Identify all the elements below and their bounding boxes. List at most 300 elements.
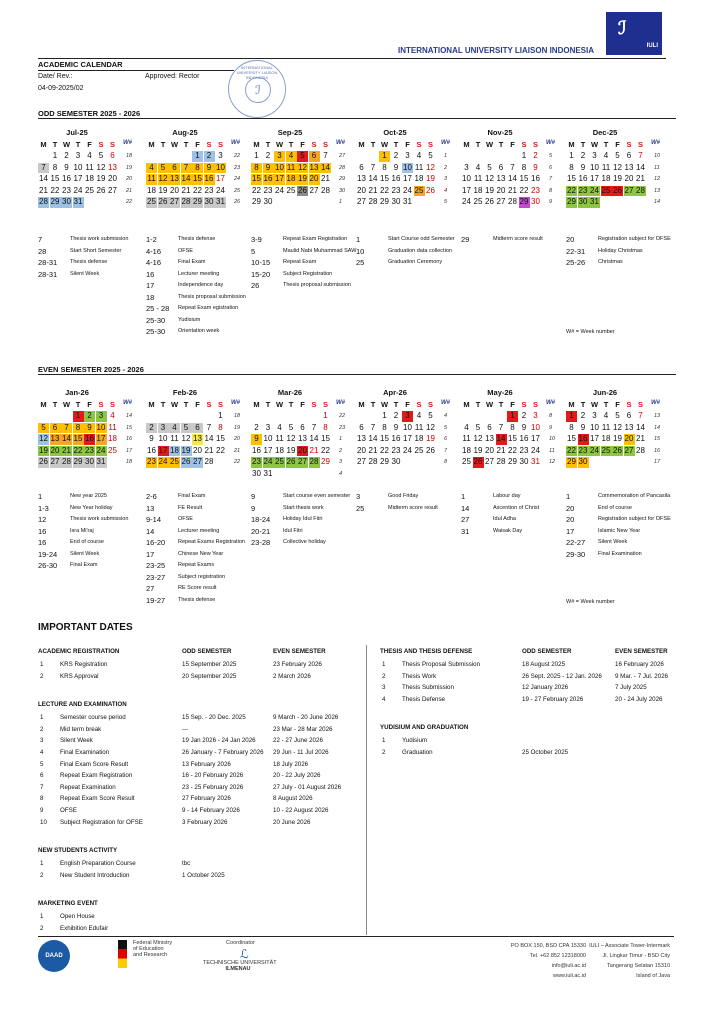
week-number: 6 xyxy=(444,436,448,442)
day-cell: 24 xyxy=(96,445,106,455)
day-cell: 20 xyxy=(357,185,366,195)
day-cell: 1 xyxy=(379,151,390,162)
tu-line: ILMENAU xyxy=(225,966,251,972)
day-cell: 18 xyxy=(414,174,424,183)
week-number: 1 xyxy=(339,436,343,442)
important-cell: 9 - 14 February 2026 xyxy=(182,807,240,814)
day-cell: 17 xyxy=(275,174,284,183)
event-label: Christmas xyxy=(598,259,623,265)
event-date: 1-3 xyxy=(38,503,49,513)
day-cell: 29 xyxy=(380,457,389,466)
day-cell: 28 xyxy=(496,457,506,466)
important-cell: 1 xyxy=(40,860,44,868)
week-number: 11 xyxy=(654,164,660,171)
event-label: Start Course odd Semester xyxy=(388,236,455,242)
day-cell: 5 xyxy=(428,151,433,160)
day-cell: 18 xyxy=(108,434,117,443)
day-cell: 24 xyxy=(275,185,284,195)
week-number-header: W# xyxy=(123,400,132,406)
weekday-header: F xyxy=(405,400,410,409)
day-cell: 14 xyxy=(321,162,330,172)
day-cell xyxy=(368,411,379,422)
event-date: 23-28 xyxy=(251,538,271,547)
section-title: NEW STUDENTS ACTIVITY xyxy=(38,847,118,855)
day-cell: 16 xyxy=(252,445,261,455)
day-cell xyxy=(38,151,49,162)
important-cell: 2 xyxy=(40,725,44,733)
weekday-header: S xyxy=(427,140,433,149)
month-title: Sep-25 xyxy=(277,128,303,137)
event-label: Thesis defense xyxy=(178,596,216,603)
event-label: Waisak Day xyxy=(493,527,523,534)
day-cell: 15 xyxy=(321,434,330,443)
day-cell: 14 xyxy=(39,174,48,183)
day-cell: 11 xyxy=(85,162,94,172)
important-cell: English Preparation Course xyxy=(60,860,136,868)
day-cell: 6 xyxy=(626,151,632,160)
day-cell xyxy=(251,411,262,422)
event-label: Chinese New Year xyxy=(178,550,224,557)
day-cell: 27 xyxy=(309,185,319,195)
weekday-header: S xyxy=(532,140,538,149)
day-cell: 28 xyxy=(309,457,319,466)
week-number: 29 xyxy=(339,176,346,182)
weekday-header: T xyxy=(265,140,271,149)
day-cell xyxy=(624,457,635,468)
day-cell: 11 xyxy=(147,174,156,183)
important-cell: 15 Sep. - 20 Dec. 2025 xyxy=(182,714,246,722)
day-cell: 21 xyxy=(636,434,645,443)
day-cell: 23 xyxy=(147,457,156,466)
weekday-header: S xyxy=(416,400,422,409)
weekday-header: T xyxy=(475,400,481,409)
important-cell: 4 xyxy=(40,749,44,756)
day-cell: 19 xyxy=(426,434,435,443)
day-cell: 25 xyxy=(473,197,483,206)
day-cell: 31 xyxy=(73,197,83,206)
day-cell: 28 xyxy=(636,185,645,195)
day-cell: 7 xyxy=(206,422,212,432)
day-cell: 14 xyxy=(368,174,378,183)
day-cell: 19 xyxy=(39,445,48,455)
day-cell: 25 xyxy=(85,185,94,195)
weekday-header: W xyxy=(62,400,71,409)
day-cell: 2 xyxy=(580,151,586,160)
day-cell: 28 xyxy=(62,457,71,466)
day-cell: 21 xyxy=(368,445,378,455)
even-semester-header: EVEN SEMESTER xyxy=(615,648,668,655)
event-label: Holiday Christmas xyxy=(598,247,643,254)
important-cell: KRS Approval xyxy=(60,672,99,680)
header-rule xyxy=(38,58,666,59)
day-cell: 28 xyxy=(508,197,517,206)
weekday-header: W xyxy=(485,140,494,149)
date-rev-label: Date/ Rev.: xyxy=(38,73,73,80)
address-line: IULI – Associate Tower-Intermark xyxy=(589,943,670,949)
section-title: THESIS AND THESIS DEFENSE xyxy=(380,648,473,655)
day-cell: 2 xyxy=(533,151,538,160)
day-cell: 4 xyxy=(416,411,422,420)
day-cell xyxy=(274,197,285,208)
day-cell: 9 xyxy=(251,434,262,445)
day-cell xyxy=(484,411,495,422)
day-cell: 13 xyxy=(298,434,307,443)
week-number: 4 xyxy=(444,187,448,194)
week-number: 1 xyxy=(339,199,343,205)
day-cell: 17 xyxy=(531,434,540,443)
day-cell: 2 xyxy=(265,151,271,160)
day-cell: 5 xyxy=(428,411,433,420)
week-number: 16 xyxy=(126,436,133,442)
week-number: 22 xyxy=(234,459,241,465)
tu-ilmenau-icon: ℒ xyxy=(240,947,249,961)
day-cell: 23 xyxy=(578,185,588,195)
event-label: Idul Fitri xyxy=(283,527,303,534)
day-cell xyxy=(158,411,169,422)
weekday-header: W xyxy=(62,140,71,149)
day-cell: 5 xyxy=(98,151,104,160)
day-cell: 11 xyxy=(462,434,471,443)
day-cell: 28 xyxy=(321,185,330,195)
day-cell: 14 xyxy=(368,434,378,443)
day-cell xyxy=(61,411,72,422)
day-cell: 8 xyxy=(192,163,203,174)
day-cell: 10 xyxy=(158,434,168,443)
event-date: 16-20 xyxy=(146,538,166,547)
weekday-header: S xyxy=(217,140,223,149)
day-cell: 25 xyxy=(601,445,611,455)
weekday-header: W xyxy=(590,140,599,149)
weekday-header: F xyxy=(300,140,305,149)
day-cell: 6 xyxy=(110,151,115,160)
event-label: End of course xyxy=(598,504,632,511)
weekday-header: S xyxy=(427,400,433,409)
weekday-header: F xyxy=(615,140,620,149)
event-label: Islamic New Year xyxy=(598,527,641,534)
event-date: 5 xyxy=(251,246,256,256)
month-title: Mar-26 xyxy=(277,388,303,397)
weekday-header: W xyxy=(275,400,284,409)
important-cell: Silent Week xyxy=(60,737,93,745)
day-cell: 3 xyxy=(96,411,107,422)
day-cell: 12 xyxy=(473,434,483,443)
week-number: 21 xyxy=(234,447,241,454)
important-cell: 8 August 2026 xyxy=(273,795,313,803)
day-cell: 14 xyxy=(636,422,645,432)
important-cell: Thesis Submission xyxy=(402,684,454,692)
day-cell xyxy=(425,457,436,468)
day-cell: 13 xyxy=(624,162,634,172)
weekday-header: W xyxy=(170,140,179,149)
iuli-logo xyxy=(606,12,662,55)
event-date: 16 xyxy=(38,538,47,547)
important-cell: tbc xyxy=(182,860,191,868)
day-cell: 12 xyxy=(613,422,622,432)
day-cell: 21 xyxy=(309,445,319,455)
important-cell: 1 xyxy=(40,714,44,722)
event-date: 1-2 xyxy=(146,235,157,244)
event-label: Thesis proposal submission xyxy=(178,293,246,300)
day-cell xyxy=(204,411,215,422)
day-cell: 24 xyxy=(590,185,599,195)
tu-line: TECHNISCHE UNIVERSITÄT xyxy=(203,960,277,966)
day-cell: 26 xyxy=(613,445,622,455)
weekday-header: W xyxy=(380,140,389,149)
event-label: Collective holiday xyxy=(283,539,326,545)
day-cell: 13 xyxy=(485,434,494,443)
important-cell: Final Examination xyxy=(60,749,110,756)
week-number: 13 xyxy=(654,187,661,194)
title-rule xyxy=(38,70,234,71)
weekday-header: T xyxy=(393,140,399,149)
event-label: Repeat Exams Registration xyxy=(178,539,245,545)
weekday-header: T xyxy=(498,400,504,409)
email-link[interactable]: info@iuli.ac.id xyxy=(551,963,586,969)
day-cell xyxy=(356,151,367,162)
day-cell xyxy=(601,457,612,468)
day-cell: 9 xyxy=(149,434,154,443)
day-cell: 27 xyxy=(108,185,117,195)
week-number: 5 xyxy=(444,424,448,431)
day-cell: 27 xyxy=(485,457,494,466)
weekday-header: F xyxy=(510,400,515,409)
day-cell: 5 xyxy=(615,411,620,420)
day-cell xyxy=(146,411,157,422)
week-number: 5 xyxy=(444,199,448,205)
day-cell xyxy=(484,151,495,162)
website-link[interactable]: www.iuli.ac.id xyxy=(552,973,586,979)
important-cell: 3 xyxy=(382,684,386,692)
day-cell: 20 xyxy=(357,445,366,455)
day-cell: 19 xyxy=(613,434,622,443)
day-cell: 21 xyxy=(321,174,330,183)
section-title: ACADEMIC REGISTRATION xyxy=(38,648,120,655)
day-cell: 1 xyxy=(73,411,84,422)
event-label: Thesis defense xyxy=(70,259,108,265)
week-number: 24 xyxy=(234,176,241,182)
day-cell xyxy=(601,197,612,208)
day-cell: 21 xyxy=(508,185,517,195)
day-cell: 13 xyxy=(170,174,179,183)
odd-semester-rule xyxy=(38,118,676,119)
important-cell: 9 Mar. - 7 Jul. 2026 xyxy=(615,672,668,680)
important-cell: 20 September 2025 xyxy=(182,672,237,680)
day-cell: 3 xyxy=(218,151,223,160)
day-cell: 13 xyxy=(357,174,366,183)
day-cell: 16 xyxy=(391,174,401,183)
week-number: 4 xyxy=(339,470,343,477)
day-cell: 22 xyxy=(519,185,529,195)
day-cell: 25 xyxy=(108,445,117,455)
day-cell: 17 xyxy=(590,174,599,183)
day-cell: 29 xyxy=(50,197,60,206)
day-cell: 3 xyxy=(592,411,597,420)
day-cell xyxy=(612,197,623,208)
week-number: 21 xyxy=(126,187,133,194)
weekday-header: S xyxy=(637,400,643,409)
day-cell: 4 xyxy=(603,411,609,420)
odd-semester-title: ODD SEMESTER 2025 - 2026 xyxy=(38,109,141,118)
day-cell: 9 xyxy=(84,423,95,434)
weekday-header: T xyxy=(75,140,81,149)
day-cell: 30 xyxy=(252,468,261,478)
day-cell xyxy=(146,151,157,162)
day-cell: 30 xyxy=(391,457,401,466)
day-cell: 20 xyxy=(193,445,202,455)
day-cell: 15 xyxy=(508,434,517,443)
day-cell: 11 xyxy=(473,174,483,183)
day-cell: 10 xyxy=(462,174,471,183)
day-cell: 10 xyxy=(216,162,225,172)
event-date: 23-27 xyxy=(146,572,166,582)
weekday-header: M xyxy=(40,400,47,409)
event-date: 27 xyxy=(146,584,155,593)
day-cell: 27 xyxy=(193,457,202,466)
event-date: 3 xyxy=(356,492,361,501)
day-cell xyxy=(414,197,425,208)
event-label: RE Score result xyxy=(178,585,217,591)
important-cell: 18 July 2026 xyxy=(273,760,309,768)
daad-logo: DAAD xyxy=(38,940,70,972)
important-cell: 23 February 2026 xyxy=(273,661,322,668)
weekday-header: W xyxy=(485,400,494,409)
day-cell: 27 xyxy=(624,445,634,455)
day-cell: 16 xyxy=(531,174,540,183)
event-date: 14 xyxy=(146,526,155,536)
day-cell: 28 xyxy=(204,457,214,466)
event-date: 19-27 xyxy=(146,595,166,605)
day-cell: 5 xyxy=(181,423,192,434)
day-cell: 28 xyxy=(39,197,48,206)
week-number: 8 xyxy=(444,459,448,465)
event-date: 16 xyxy=(38,526,47,536)
day-cell: 27 xyxy=(170,197,179,206)
event-date: 23-25 xyxy=(146,561,166,570)
week-number-header: W# xyxy=(231,400,240,406)
day-cell: 20 xyxy=(170,185,179,195)
day-cell: 26 xyxy=(613,185,622,195)
weekday-header: W xyxy=(275,140,284,149)
bmbf-line: of Education xyxy=(133,946,164,952)
day-cell: 6 xyxy=(498,162,504,172)
event-date: 18 xyxy=(146,292,155,302)
event-date: 25 - 28 xyxy=(146,304,170,313)
important-cell: 7 xyxy=(40,783,44,791)
day-cell: 20 xyxy=(298,445,307,455)
weekday-header: T xyxy=(393,400,399,409)
event-label: Lecturer meeting xyxy=(178,270,220,277)
event-label: Midterm score result xyxy=(388,504,438,511)
day-cell: 21 xyxy=(496,445,506,455)
event-date: 1 xyxy=(566,492,571,501)
day-cell: 8 xyxy=(569,422,574,432)
weekday-header: T xyxy=(603,140,609,149)
day-cell xyxy=(286,411,297,422)
weekday-header: M xyxy=(358,140,365,149)
event-label: New year 2025 xyxy=(70,493,107,499)
weekday-header: S xyxy=(322,400,328,409)
event-label: Repeat Exams xyxy=(178,562,215,568)
event-label: Thesis work submission xyxy=(70,516,129,522)
weekday-header: T xyxy=(75,400,81,409)
important-cell: 26 January - 7 February 2026 xyxy=(182,749,264,756)
day-cell: 13 xyxy=(357,434,366,443)
day-cell: 21 xyxy=(204,445,214,455)
week-number: 27 xyxy=(339,153,346,159)
day-cell: 15 xyxy=(252,174,261,183)
day-cell: 14 xyxy=(496,434,506,443)
day-cell: 4 xyxy=(416,151,422,160)
event-label: Thesis work submission xyxy=(70,236,129,242)
week-number: 1 xyxy=(444,153,448,159)
weekday-header: T xyxy=(160,400,166,409)
day-cell: 8 xyxy=(569,162,574,172)
event-label: Lecturer meeting xyxy=(178,527,220,534)
event-date: 14 xyxy=(461,503,470,513)
week-number: 5 xyxy=(549,153,553,159)
event-label: Orientation week xyxy=(178,328,220,334)
weekday-header: T xyxy=(288,400,294,409)
event-date: 20 xyxy=(566,515,575,524)
day-cell: 26 xyxy=(473,457,483,466)
day-cell: 26 xyxy=(426,445,435,455)
important-cell: Subject Registration for OFSE xyxy=(60,818,143,826)
important-cell: 26 Sept. 2025 - 12 Jan. 2026 xyxy=(522,672,602,680)
week-number: 26 xyxy=(234,199,241,205)
day-cell: 19 xyxy=(485,185,494,195)
important-cell: 9 xyxy=(40,807,44,814)
day-cell: 19 xyxy=(158,185,168,195)
day-cell xyxy=(84,197,95,208)
week-number-header: W# xyxy=(546,400,555,406)
day-cell: 24 xyxy=(531,445,540,455)
day-cell: 27 xyxy=(357,457,366,466)
tu-ilmenau-logo xyxy=(203,960,277,972)
day-cell: 19 xyxy=(426,174,435,183)
event-date: 1 xyxy=(356,235,361,244)
day-cell: 24 xyxy=(216,185,225,195)
event-date: 31 xyxy=(461,526,470,536)
event-date: 10 xyxy=(356,246,365,256)
month-title: Feb-26 xyxy=(172,388,198,397)
weekday-header: S xyxy=(521,140,527,149)
section-title: YUDISIUM AND GRADUATION xyxy=(380,724,469,732)
day-cell: 27 xyxy=(50,457,60,466)
event-date: 15-20 xyxy=(251,269,271,279)
day-cell: 23 xyxy=(252,457,261,466)
important-cell: Final Exam Score Result xyxy=(60,760,129,768)
day-cell: 19 xyxy=(286,445,296,455)
day-cell: 12 xyxy=(613,162,622,172)
weekday-header: S xyxy=(109,400,115,409)
event-date: 25-30 xyxy=(146,315,166,325)
day-cell: 31 xyxy=(531,457,540,466)
week-number-header: W# xyxy=(231,140,240,146)
important-cell: Repeat Exam Registration xyxy=(60,772,133,780)
day-cell: 1 xyxy=(192,151,203,162)
important-cell: 4 xyxy=(382,695,386,703)
day-cell: 11 xyxy=(286,162,296,172)
day-cell: 14 xyxy=(309,434,319,443)
event-label: Final Exam xyxy=(178,259,206,265)
day-cell: 12 xyxy=(96,162,106,172)
day-cell: 31 xyxy=(590,197,599,206)
day-cell: 1 xyxy=(323,411,328,420)
week-number-header: W# xyxy=(651,140,660,146)
day-cell xyxy=(192,411,203,422)
day-cell: 23 xyxy=(531,185,540,195)
event-date: 4-16 xyxy=(146,246,162,256)
